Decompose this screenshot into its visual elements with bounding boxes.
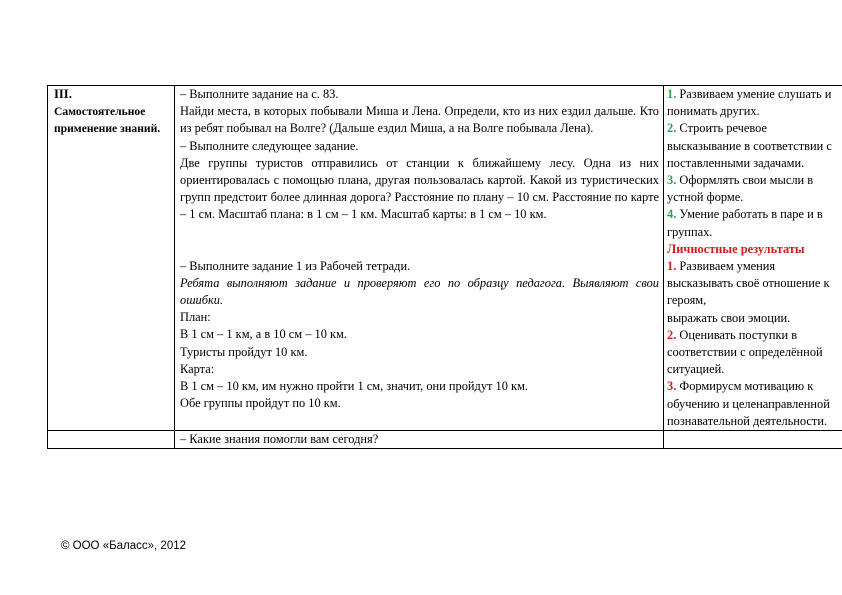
result-item: [667, 86, 838, 120]
result-text: Развиваем умение слушать и понимать других.: [667, 87, 832, 119]
spacer: [180, 224, 659, 258]
answer-line: Обе группы пройдут по 10 км.: [180, 396, 341, 411]
result-number: 1.: [667, 87, 677, 101]
stage-title: Самостоятельное применение знаний.: [54, 105, 161, 136]
activity-line: Две группы туристов отправились от станции к ближайшему лесу. Одна из них ориентировалась с помощью плана, другая пользовалась картой. Какой из туристических групп предстоит более длинная дорога? Расстояние по плану – 10 см. Расстояние по карте – 1 см. Масштаб плана: в 1 см – 1 км. Масштаб карты: в 1 см – 10 км.: [180, 155, 659, 222]
personal-text: выражать свои эмоции.: [667, 310, 791, 325]
result-text: Умение работать в паре и в группах.: [667, 207, 823, 239]
result-item: [667, 172, 838, 206]
result-number: 2.: [667, 121, 677, 136]
personal-item: [667, 378, 838, 430]
results-cell-empty: [664, 431, 842, 449]
personal-item: [667, 258, 838, 310]
question-cell: [175, 431, 664, 449]
answer-line: Туристы пройдут 10 км.: [180, 344, 308, 359]
personal-text: Формирусм мотивацию к обучению и целенаправленной познавательной деятельности.: [667, 379, 830, 428]
result-item: [667, 206, 838, 240]
result-item: [667, 120, 838, 172]
table-row: [48, 86, 842, 431]
activity-line: – Выполните следующее задание.: [180, 138, 359, 153]
stage-number: III.: [54, 87, 72, 101]
result-number: 4.: [667, 207, 677, 222]
question-text: – Какие знания помогли вам сегодня?: [180, 432, 379, 447]
activity-line: – Выполните задание на с. 83.: [180, 87, 339, 101]
personal-text: Развиваем умения высказывать своё отношение к героям,: [667, 259, 830, 308]
personal-results-heading: Личностные результаты: [667, 241, 805, 256]
table-row: [48, 431, 842, 449]
result-number: 3.: [667, 173, 677, 188]
activity-line: Найди места, в которых побывали Миша и Лена. Определи, кто из них ездил дальше. Кто из ребят побывал на Волге? (Дальше ездил Миша, а на Волге побывала Лена).: [180, 104, 659, 136]
personal-item: [667, 327, 838, 379]
answer-line: План:: [180, 310, 211, 325]
stage-cell: [48, 86, 175, 431]
result-text: Строить речевое высказывание в соответствии с поставленными задачами.: [667, 121, 832, 170]
activity-note: Ребята выполняют задание и проверяют его по образцу педагога. Выявляют свои ошибки.: [180, 275, 659, 308]
lesson-table: [47, 85, 842, 449]
answer-line: В 1 см – 1 км, а в 10 см – 10 км.: [180, 327, 347, 342]
personal-number: 3.: [667, 379, 677, 394]
personal-item: [667, 310, 838, 327]
personal-text: Оценивать поступки в соответствии с определённой ситуацией.: [667, 327, 823, 377]
personal-number: 2.: [667, 327, 677, 342]
results-cell: [664, 86, 842, 431]
stage-cell-empty: [48, 431, 175, 449]
answer-line: В 1 см – 10 км, им нужно пройти 1 см, значит, они пройдут 10 км.: [180, 379, 529, 394]
personal-number: 1.: [667, 259, 677, 274]
activity-line: – Выполните задание 1 из Рабочей тетради.: [180, 258, 411, 273]
activity-cell: [175, 86, 664, 431]
answer-line: Карта:: [180, 361, 215, 376]
result-text: Оформлять свои мысли в устной форме.: [667, 173, 814, 205]
copyright-footer: © ООО «Баласс», 2012: [61, 540, 187, 552]
